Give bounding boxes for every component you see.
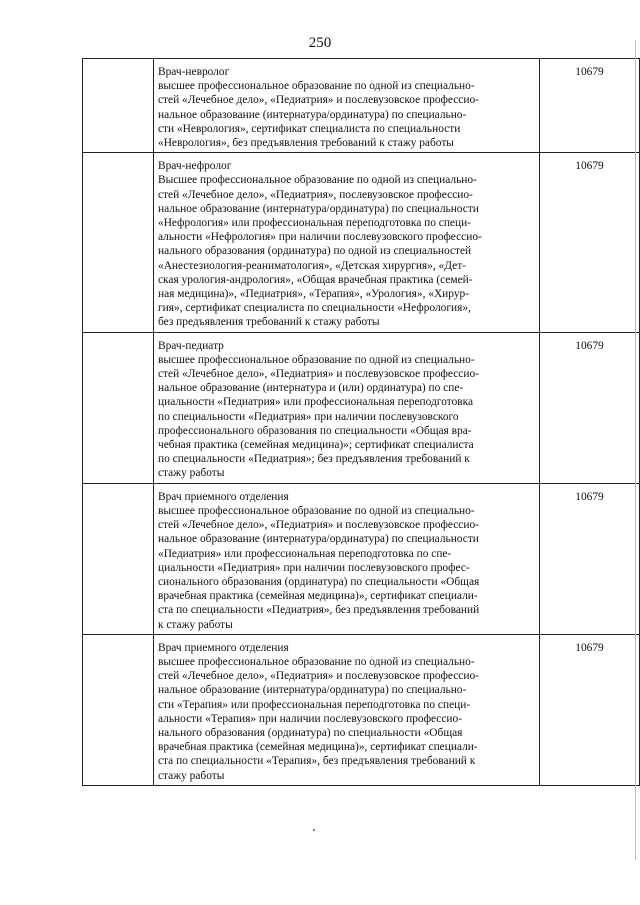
requirement-line: альности «Нефрология» при наличии послевузовского профессио- xyxy=(158,231,482,244)
code-cell: 10679 xyxy=(540,634,640,785)
table-row xyxy=(83,332,640,483)
requirement-line: сти «Терапия» или профессиональная переподготовка по специ- xyxy=(158,698,471,711)
requirement-line: без предъявления требований к стажу работы xyxy=(158,316,380,329)
requirement-line: сти «Неврология», сертификат специалиста по специальности xyxy=(158,122,461,135)
requirement-line: нального образования (ординатура) по специальности «Общая xyxy=(158,726,463,739)
requirement-line: высшее профессиональное образование по одной из специально- xyxy=(158,80,475,93)
requirement-line: профессионального образования по специальности «Общая вра- xyxy=(158,424,472,437)
row-empty-cell xyxy=(83,634,154,785)
requirement-line: врачебная практика (семейная медицина)», сертификат специали- xyxy=(158,590,478,603)
position-description-cell xyxy=(154,59,540,153)
requirement-line: чебная практика (семейная медицина)»; сертификат специалиста xyxy=(158,439,474,452)
code-cell: 10679 xyxy=(540,59,640,153)
code-cell: 10679 xyxy=(540,332,640,483)
requirement-line: стажу работы xyxy=(158,467,225,480)
position-description-cell xyxy=(154,634,540,785)
scan-speck xyxy=(313,829,315,831)
requirement-line: ста по специальности «Педиатрия», без предъявления требований xyxy=(158,604,480,617)
table-row xyxy=(83,59,640,153)
requirement-line: нальное образование (интернатура/ординатура) по специально- xyxy=(158,684,467,697)
table-row xyxy=(83,153,640,332)
requirement-line: высшее профессиональное образование по одной из специально- xyxy=(158,504,475,517)
requirement-line: альности «Терапия» при наличии послевузовского профессио- xyxy=(158,712,463,725)
table-body xyxy=(83,59,640,786)
requirement-line: гия», сертификат специалиста по специальности «Нефрология», xyxy=(158,302,471,315)
requirement-line: высшее профессиональное образование по одной из специально- xyxy=(158,353,475,366)
page-number: 250 xyxy=(308,35,332,51)
requirement-line: ная медицина)», «Педиатрия», «Терапия», «Урология», «Хирур- xyxy=(158,288,470,301)
table-row xyxy=(83,634,640,785)
row-empty-cell xyxy=(83,153,154,332)
position-description-cell xyxy=(154,483,540,634)
requirement-line: циальности «Педиатрия» или профессиональная переподготовка xyxy=(158,396,474,409)
requirement-line: нальное образование (интернатура и (или) ординатура) по спе- xyxy=(158,382,464,395)
requirement-line: стей «Лечебное дело», «Педиатрия», послевузовское профессио- xyxy=(158,188,473,201)
requirement-line: ская урология-андрология», «Общая врачебная практика (семей- xyxy=(158,273,473,286)
requirement-line: «Педиатрия» или профессиональная переподготовка по спе- xyxy=(158,547,452,560)
requirement-line: высшее профессиональное образование по одной из специально- xyxy=(158,655,475,668)
requirement-line: «Неврология», без предъявления требований к стажу работы xyxy=(158,137,454,150)
page-edge xyxy=(635,40,636,860)
position-title: Врач приемного отделения xyxy=(158,490,289,503)
position-title: Врач-нефролог xyxy=(158,160,232,173)
requirement-line: стей «Лечебное дело», «Педиатрия» и послевузовское профессио- xyxy=(158,519,479,532)
requirement-line: нальное образование (интернатура/ординатура) по специально- xyxy=(158,108,467,121)
requirement-line: нальное образование (интернатура/ординатура) по специальности xyxy=(158,533,479,546)
requirement-line: нального образования (ординатура) по одной из специальностей xyxy=(158,245,472,258)
position-title: Врач-педиатр xyxy=(158,339,224,352)
qualification-table xyxy=(82,58,640,786)
requirement-line: ста по специальности «Терапия», без предъявления требований к xyxy=(158,755,476,768)
requirement-line: к стажу работы xyxy=(158,618,233,631)
requirement-line: по специальности «Педиатрия» при наличии послевузовского xyxy=(158,410,459,423)
code-cell: 10679 xyxy=(540,483,640,634)
row-empty-cell xyxy=(83,483,154,634)
requirement-line: циальности «Педиатрия» при наличии послевузовского профес- xyxy=(158,561,470,574)
requirement-line: стей «Лечебное дело», «Педиатрия» и послевузовское профессио- xyxy=(158,670,479,683)
requirement-line: стажу работы xyxy=(158,769,225,782)
requirement-line: стей «Лечебное дело», «Педиатрия» и послевузовское профессио- xyxy=(158,368,479,381)
requirement-line: сионального образования (ординатура) по специальности «Общая xyxy=(158,575,480,588)
requirement-line: «Нефрология» или профессиональная переподготовка по специ- xyxy=(158,217,471,230)
table-row xyxy=(83,483,640,634)
position-title: Врач приемного отделения xyxy=(158,641,289,654)
requirement-line: нальное образование (интернатура/ординатура) по специальности xyxy=(158,202,479,215)
row-empty-cell xyxy=(83,332,154,483)
requirement-line: Высшее профессиональное образование по одной из специально- xyxy=(158,174,477,187)
requirement-line: стей «Лечебное дело», «Педиатрия» и послевузовское профессио- xyxy=(158,94,479,107)
row-empty-cell xyxy=(83,59,154,153)
requirement-line: врачебная практика (семейная медицина)», сертификат специали- xyxy=(158,741,478,754)
position-description-cell xyxy=(154,332,540,483)
requirement-line: «Анестезиология-реаниматология», «Детская хирургия», «Дет- xyxy=(158,259,466,272)
code-cell: 10679 xyxy=(540,153,640,332)
position-description-cell xyxy=(154,153,540,332)
requirement-line: по специальности «Педиатрия»; без предъявления требований к xyxy=(158,453,470,466)
position-title: Врач-невролог xyxy=(158,66,230,78)
